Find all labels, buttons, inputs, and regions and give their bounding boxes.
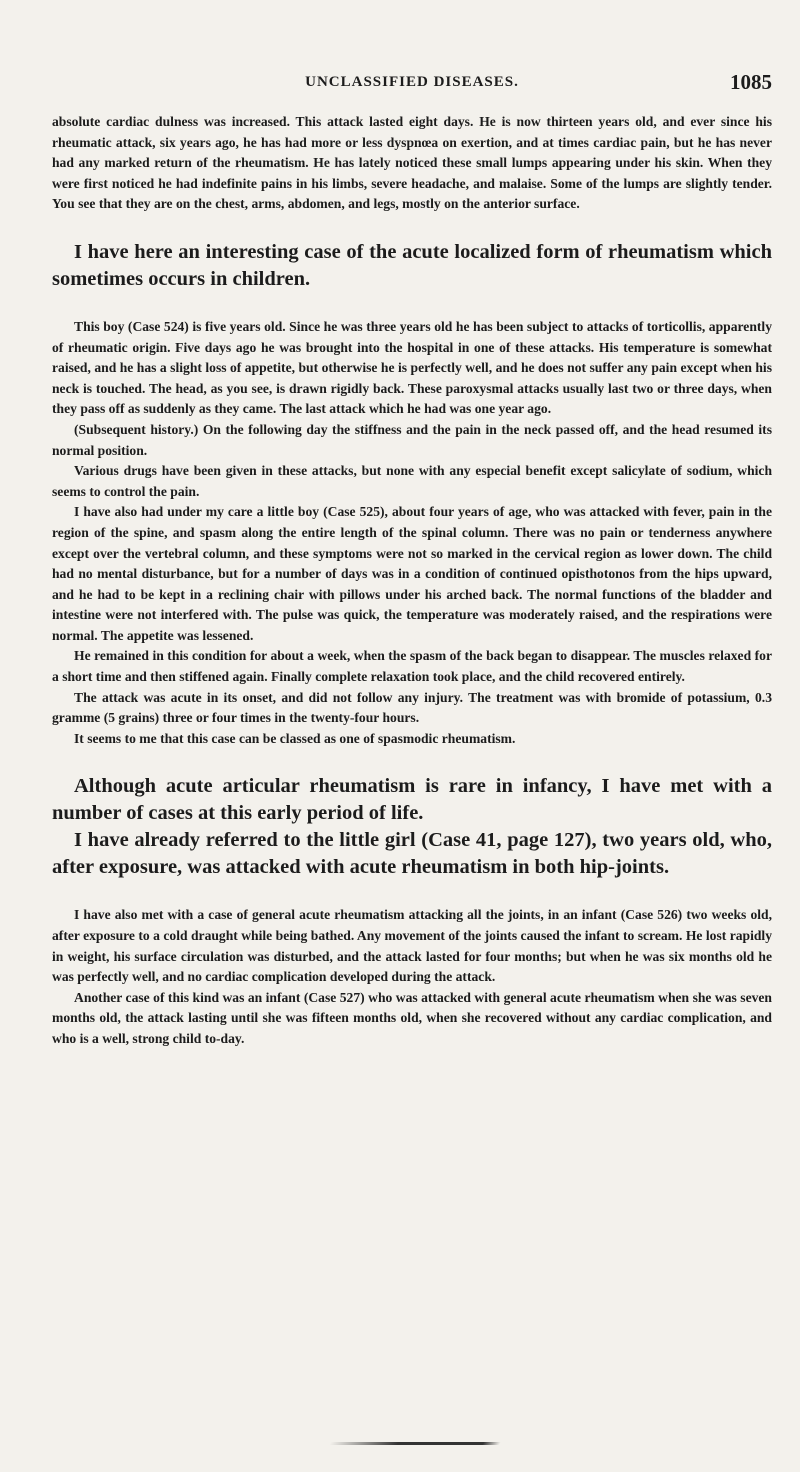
lecture-paragraph: I have already referred to the little girl (Case 41, page 127), two years old, who, after exposure, was attacked with acute rheumatism in both hip-joints. [52, 829, 772, 879]
case-paragraph: Another case of this kind was an infant (Case 527) who was attacked with general acute rheumatism when she was seven months old, the attack lasting until she was fifteen months old, when she recovered without any cardiac complication, and who is a well, strong child to-day. [52, 989, 772, 1046]
case-paragraph: (Subsequent history.) On the following day the stiffness and the pain in the neck passed off, and the head resumed its normal position. [52, 421, 772, 458]
running-title: UNCLASSIFIED DISEASES. [305, 74, 519, 90]
page-number: 1085 [730, 70, 772, 94]
case-paragraph: I have also had under my care a little boy (Case 525), about four years of age, who was attacked with fever, pain in the region of the spine, and spasm along the entire length of the spinal column. There was no pain or tenderness anywhere except over the vertebral column, and these symptoms were not so marked in the cervical region as lower down. The child had no mental disturbance, but for a number of days was in a condition of continued opisthotonos from the hips upward, and he had to be kept in a reclining chair with pillows under his arched back. The normal functions of the bladder and intestine were not interfered with. The pulse was quick, the temperature was moderately raised, and the respirations were normal. The appetite was lessened. [52, 504, 772, 643]
page-body [52, 112, 772, 1050]
lecture-paragraph: I have here an interesting case of the acute localized form of rheumatism which sometimes occurs in children. [52, 240, 772, 290]
case-paragraph: It seems to me that this case can be classed as one of spasmodic rheumatism. [74, 730, 516, 746]
case-paragraph: This boy (Case 524) is five years old. Since he was three years old he has been subject to attacks of torticollis, apparently of rheumatic origin. Five days ago he was brought into the hospital in one of these attacks. His temperature is somewhat raised, and he has a slight loss of appetite, but otherwise he is perfectly well, and he does not suffer any pain except when his neck is touched. The head, as you see, is drawn rigidly back. These paroxysmal attacks usually last two or three days, when they pass off as suddenly as they came. The last attack which he had was one year ago. [52, 318, 772, 417]
lecture-paragraph: Although acute articular rheumatism is rare in infancy, I have met with a number of cases at this early period of life. [52, 775, 772, 825]
case-paragraph: The attack was acute in its onset, and did not follow any injury. The treatment was with bromide of potassium, 0.3 gramme (5 grains) three or four times in the twenty-four hours. [52, 689, 772, 726]
paragraph-continuation: absolute cardiac dulness was increased. This attack lasted eight days. He is now thirteen years old, and ever since his rheumatic attack, six years ago, he has had more or less dyspnœa on exertion, and at times cardiac pain, but he has never had any marked return of the rheumatism. He has lately noticed these small lumps appearing under his skin. When they were first noticed he had indefinite pains in his limbs, severe headache, and malaise. Some of the lumps are slightly tender. You see that they are on the chest, arms, abdomen, and legs, mostly on the anterior surface. [52, 114, 772, 212]
case-paragraph: He remained in this condition for about a week, when the spasm of the back began to disappear. The muscles relaxed for a short time and then stiffened again. Finally complete relaxation took place, and the child recovered entirely. [52, 648, 772, 685]
end-rule [329, 1442, 501, 1445]
case-paragraph: I have also met with a case of general acute rheumatism attacking all the joints, in an infant (Case 526) two weeks old, after exposure to a cold draught while being bathed. Any movement of the joints caused the infant to scream. He lost rapidly in weight, his surface circulation was disturbed, and the attack lasted for four months; but when he was six months old he was perfectly well, and no cardiac complication developed during the attack. [52, 907, 772, 985]
running-head [52, 70, 772, 100]
case-paragraph: Various drugs have been given in these attacks, but none with any especial benefit except salicylate of sodium, which seems to control the pain. [52, 463, 772, 499]
